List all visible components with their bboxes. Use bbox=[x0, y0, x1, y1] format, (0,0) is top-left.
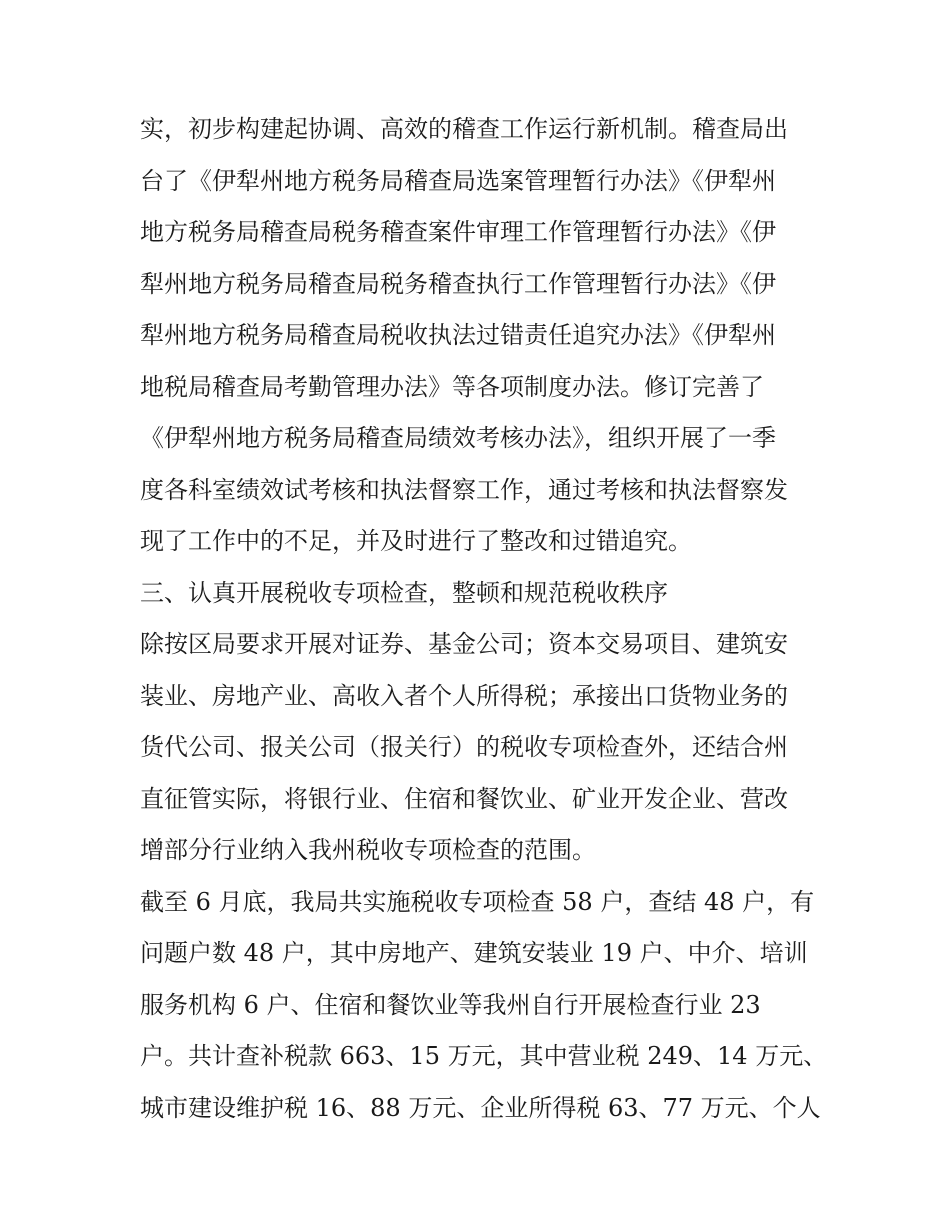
text-line-5: 犁州地方税务局稽查局税收执法过错责任追究办法》《伊犁州 bbox=[140, 321, 776, 349]
text-line-4: 犁州地方税务局稽查局税务稽查执行工作管理暂行办法》《伊 bbox=[140, 269, 776, 298]
text-line-8: 度各科室绩效试考核和执法督察工作，通过考核和执法督察发 bbox=[140, 475, 788, 504]
text-line-19: 户。共计查补税款 663、15 万元，其中营业税 249、14 万元、 bbox=[140, 1042, 828, 1070]
text-line-20: 城市建设维护税 16、88 万元、企业所得税 63、77 万元、个人 bbox=[140, 1093, 821, 1122]
text-line-12: 装业、房地产业、高收入者个人所得税；承接出口货物业务的 bbox=[140, 681, 788, 710]
text-line-9: 现了工作中的不足，并及时进行了整改和过错追究。 bbox=[140, 527, 692, 555]
text-line-18: 服务机构 6 户、住宿和餐饮业等我州自行开展检查行业 23 bbox=[140, 990, 761, 1019]
text-line-16: 截至 6 月底，我局共实施税收专项检查 58 户，查结 48 户，有 bbox=[140, 887, 815, 916]
text-line-3: 地方税务局稽查局税务稽查案件审理工作管理暂行办法》《伊 bbox=[140, 218, 776, 246]
text-line-11: 除按区局要求开展对证券、基金公司；资本交易项目、建筑安 bbox=[140, 630, 788, 658]
section-heading: 三、认真开展税收专项检查，整顿和规范税收秩序 bbox=[140, 578, 668, 607]
text-line-2: 台了《伊犁州地方税务局稽查局选案管理暂行办法》《伊犁州 bbox=[140, 166, 776, 195]
text-line-17: 问题户数 48 户，其中房地产、建筑安装业 19 户、中介、培训 bbox=[140, 939, 808, 967]
text-line-13: 货代公司、报关公司（报关行）的税收专项检查外，还结合州 bbox=[140, 733, 788, 761]
text-line-7: 《伊犁州地方税务局稽查局绩效考核办法》，组织开展了一季 bbox=[140, 424, 776, 452]
body-text bbox=[140, 104, 828, 1134]
text-line-1: 实，初步构建起协调、高效的稽查工作运行新机制。稽查局出 bbox=[140, 115, 788, 143]
text-line-15: 增部分行业纳入我州税收专项检查的范围。 bbox=[140, 836, 596, 864]
text-line-6: 地税局稽查局考勤管理办法》等各项制度办法。修订完善了 bbox=[140, 372, 764, 401]
text-line-14: 直征管实际，将银行业、住宿和餐饮业、矿业开发企业、营改 bbox=[140, 784, 788, 813]
